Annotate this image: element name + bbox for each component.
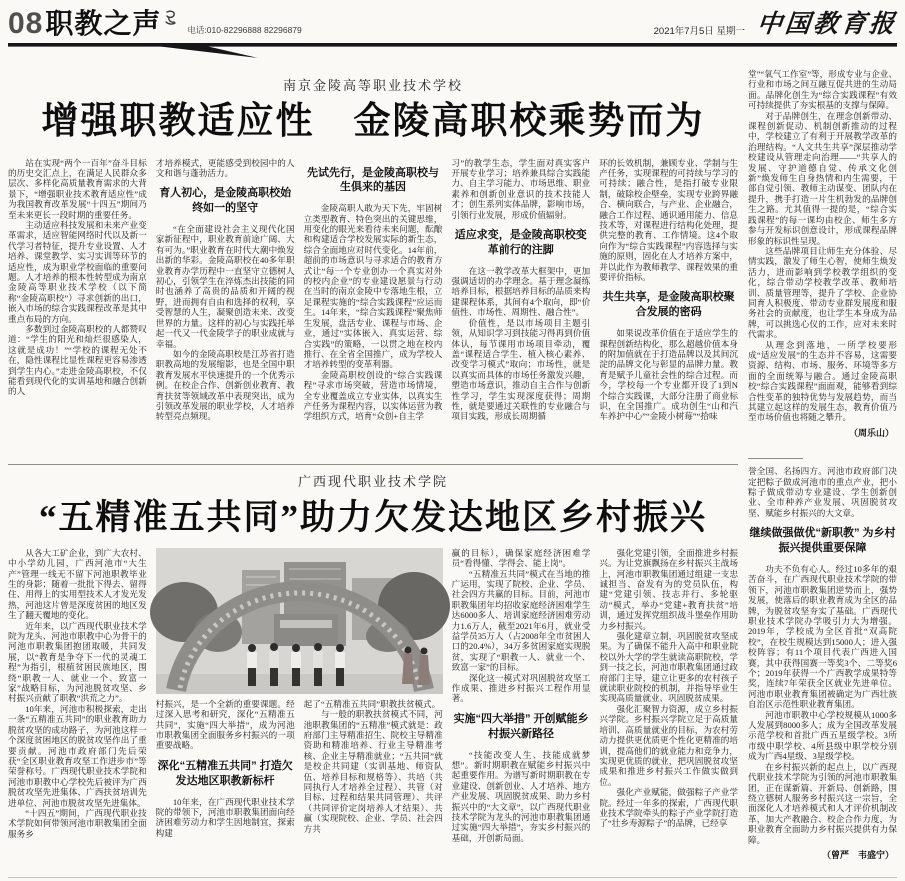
article-kicker: 广西现代职业技术学院 — [297, 473, 448, 489]
article-column — [156, 699, 295, 849]
article-paragraph: 10年来，河池市积极探索，走出一条“五精准五共同”的职业教育助力脱贫攻坚的成功路子，为河池这样一个深度贫困地区的脱贫攻坚作出了重要贡献。河池市政府部门先后荣获“全区职业教育攻坚工作进步市”等荣誉称号。广西现代职业技术学院和河池市职教中心学校先后被评为广西脱贫攻坚先进集体、广西扶贫培训先进单位、河池市脱贫攻坚先进集体。 — [8, 703, 147, 808]
article-paragraph: 强化汇聚智力资源，成立乡村振兴学院。乡村振兴学院立足于高质量培训、高质量就业的目标，为农村劳动力提供更优质更个性化更精准的培训，提高他们的就业能力和竞争力，实现更优质的就业，把巩固脱贫攻坚成果和推进乡村振兴工作做实做到位。 — [599, 703, 739, 787]
article-paragraph: 强化建章立制，巩固脱贫攻坚成果。为了确保不能升入高中和职业院校以外大学的学生就读高职院校，学到一技之长，河池市职教集团通过政府部门主导，建立让更多的农村孩子就读职业院校的机制，并指导毕业生实现高质量就业、巩固脱贫成果。 — [599, 631, 739, 704]
article-paragraph: 金陵高职人敢为天下先，牢固树立类型教育、特色突出的关键思维，用变化的眼光来看待未来问题，酝酿和构建适合学校发展实际的新生态，综合全面地应对时代变化。14年前，超前的市场意识与寻求适合的教育方式让“每一个专业创办一个真实对外的校内企业”的专业建设愿景与行动在当时的南京金陵中专落地生根，立足课程实施的“综合实践课程”应运而生。14年来，“综合实践课程”聚焦师生发展，盘活专业、课程与市场、企业，通过“实体嵌入、真实运营、综合实践”的策略，一以贯之地在校内推行、在全省全国推广，成为学校人才培养转型的变革利器。 — [303, 203, 443, 370]
article-byline: （周乐山） — [848, 427, 894, 438]
column-subheading: 继续做强做优“新职教” 为乡村振兴提供重要保障 — [749, 527, 896, 555]
article-paragraph: 起了“五精准五共同”职教扶贫模式。 — [303, 698, 441, 709]
article-paragraph: 多数到过金陵高职校的人都赞叹道：“学生的阳光和灿烂很感染人，这就是成功！”“学校的课程无处不在，隐性课程比显性课程更容易渗透到学生内心。”走进金陵高职校，不仅能看到现代化的实训基地和融合创新的人 — [8, 324, 147, 397]
article-bottom-head — [8, 471, 738, 538]
article-column — [451, 158, 590, 454]
header-right — [654, 12, 897, 39]
article-paragraph: 对于品牌创生，在理念创新带动、课程创新促动、机制创新推动的过程中，学校建立了有利于开展教学改革的治理结构。“人文共生共享”深层推动学校建设从管理走向治理——“共享人的发展、守护道德自觉、传承文化创新”焕发师生自身热情和内生需要，干部自觉引领、教师主动谋变、团队内在提升，携手打造一片生机勃发的品牌创生之路。尤其值得一提的是，“综合实践课程”的每一课均由校企、师生多方参与开发标识创意设计，形成课程品牌形象的标识性呈现。 — [748, 110, 897, 246]
photo-subcolumns — [156, 699, 443, 849]
article-top — [8, 63, 738, 454]
article-column — [748, 69, 897, 451]
article-paragraph: 如今的金陵高职校是江苏省打造职教高地的发展缩影，也是全国中职教育发展水平快速提升的一个优秀示例。在校企合作、创新创业教育、教育扶贫等领域改革中表现突出，成为引领改革发展的职业学校，人才培养转型亮点频现。 — [155, 348, 295, 422]
page-number: 08 — [8, 7, 44, 40]
column-divider — [748, 458, 803, 459]
publication-date: 2021年7月5日 星期一 — [653, 26, 745, 37]
article-column — [748, 466, 897, 860]
article-paragraph: “技能改变人生、技能成就梦想”。新时期职教在赋能乡村振兴中起重要作用。为谱写新时期职教在专业建设、创新创业、人才培养、地方产业发展、巩固脱贫成果、助力乡村振兴中的“大文章”，以广西现代职业技术学院为龙头的河池市职教集团通过实施“四大举措”，夯实乡村振兴的基础，开创新局面。 — [451, 749, 591, 843]
article-kicker: 南京金陵高等职业技术学校 — [282, 78, 463, 93]
article-paragraph: 誉全国、名扬四方。河池市政府部门决定把粽子做成河池市的重点产业，把小粽子做成带动专业建设、学生创新创业、全市种养产业发展、巩固脱贫攻坚、赋能乡村振兴的大文章。 — [748, 466, 897, 518]
article-paragraph: 这些品牌项目让师生充分体验、尽情实践，激发了师生心智，使师生焕发活力，进而影响到学校教学组织的变化，综合带动学校教学改革、教师培训、质量管理等，提升了学校、企业协同育人积极度、带动专业群发展度和服务社会的贡献度，也让学生本身成为品牌，可以挑选心仪的工作，应对未来时代需求。 — [748, 245, 897, 340]
article-paragraph: “五精准五共同”模式在当地的推广运用，实现了院校、企业、学员、社会四方共赢的目标。目前，河池市职教集团年均招收家庭经济困难学生达6000多人、培训家庭经济困难劳动力1.6万人，截至2021年6月，就业受益学员35万人（占2008年全市贫困人口的20.4%），34万多贫困家庭实现脱贫，实现了“职教一人、就业一个、致富一家”的目标。 — [451, 568, 591, 673]
column-subheading: 实施“四大举措” 开创赋能乡村振兴新路径 — [453, 712, 589, 740]
article-paragraph: 河池市职教中心学校规模从1000多人发展到8000多人；成为全国改革发展示范学校和首批广西五星级学校。3所市级中职学校、4所县级中职学校分别成为广西4星级、3星级学校。 — [748, 709, 897, 762]
article-bottom — [8, 465, 738, 849]
article-column — [599, 548, 738, 849]
article-paragraph: 如果说改革价值在于适应学生的课程创新结构化，那么超越价值本身的附加值就在于打造品牌以及其间沉淀的品牌文化与彰显的品牌力量。教育是赋予儿童社会性的综合过程。而今，学校每一个专业都开设了1到N个综合实践课，大部分注册了商业标识，在全国推广。成功创生“山和汽车养护中心”“金陵小树莓”“拾味 — [599, 328, 738, 422]
article-paragraph: 堂”“氧气工作室”等，形成专业与企业、行业和市场之间互融互促共进的生动局面。品牌化创生为“综合实践课程”有效可持续提供了夯实根基的支撑与保障。 — [748, 69, 897, 111]
newspaper-masthead: 中国教育报 — [755, 11, 899, 38]
page-content — [8, 59, 897, 860]
article-paragraph: 才培养模式，更能感受到校园中的人文和谐与蓬勃活力。 — [155, 157, 295, 178]
article-paragraph: 金陵高职校创设的“综合实践课程”寻求市场突破，营造市场情境，全专业覆盖成立专业实体，以真实生产任务为课程内容，以实体运营为教学组织方式，培育“众创+自主学 — [303, 369, 443, 422]
photo-group — [156, 548, 443, 849]
article-paragraph: 在这一教学改革大框架中，更加强调适切的办学理念。基于理念凝练培养目标，根据培养目标的品质来构建课程体系，其间有4个取向，即“价值性、市场性、周期性、融合性”。 — [451, 265, 591, 318]
section-title: 职教之声 — [45, 8, 162, 39]
header-rule — [8, 41, 897, 59]
article-column — [8, 548, 147, 849]
article-paragraph: 功夫不负有心人。经过10多年的艰苦奋斗，在广西现代职业技术学院的带领下，河池市职教集团逆势而上，强势发展，使落后的职业教育成为全区的品牌，为脱贫攻坚夯实了基础。广西现代职业技术学院办学吸引力大为增强。2019年，学校成为全区首批“双高院校”，在校生规模达到15000人；进入强校阵容；有11个项目代表广西进入国赛，其中获得国赛一等奖3个、二等奖6个；2019年获得一个广西教学成果特等奖，连续7年荣获全区就业先进单位。河池市职业教育集团被确定为广西壮族自治区示范性职业教育集团。 — [748, 563, 897, 710]
article-column — [452, 548, 591, 849]
article-paragraph: 赢的目标），确保家庭经济困难学员“看得懂、学得会、能上岗”。 — [451, 547, 591, 569]
article-paragraph: 从各大工矿企业，到广大农村、中小学幼儿园，广西河池市“大生产”管理一线无不留下河池职教毕业生的身影；随着一批批下得去、留得住、用得上的实用型技术人才发光发热，河池这片曾是深度贫困的地区发生了翻天覆地的变化。 — [8, 547, 147, 621]
article-headline: 增强职教适应性 金陵高职校乘势而为 — [41, 101, 705, 142]
article-byline: （曾严 韦盛宁） — [821, 849, 894, 860]
article-column — [304, 158, 443, 454]
article-paragraph: 近年来，以广西现代职业技术学院为龙头、河池市职教中心为骨干的河池市职教集团抱团取暖，共同发展，以“教育是争夺下一代的灵魂工程”为指引，根植贫困民族地区，围绕“职教一人、就业一个、致富一家”战略目标，为河池脱贫攻坚、乡村振兴贡献了职教“洪荒之力”。 — [8, 620, 147, 704]
section-masthead — [8, 9, 302, 39]
article-top-columns — [8, 158, 738, 454]
article-column — [8, 158, 147, 454]
article-paragraph: “在全面建设社会主义现代化国家新征程中，职业教育前途广阔、大有可为。”职业教育在时代大潮中焕发出新的华彩。金陵高职校在40多年职业教育办学历程中一直坚守立德树人初心，引领学生在淬炼杰出技能的同时也涵养了高贵的品质和开阔的视野，进而拥有自由和选择的权利，享受智慧的人生，凝聚创造未来、改变世界的力量。这样的初心与实践托举起一代又一代金陵学子的职业成就与幸福。 — [155, 224, 295, 349]
article-paragraph: 深化这一模式对巩固脱贫攻坚工作成果、推进乡村振兴工程作用显著。 — [451, 672, 591, 704]
article-column — [156, 158, 295, 454]
article-paragraph: 10年来，在广西现代职业技术学院的带领下，河池市职教集团面向经济困难劳动力和学生因地制宜，探索构建 — [155, 796, 295, 838]
page-bottom-rule — [8, 877, 897, 878]
article-paragraph: “十四五”期间，广西现代职业技术学院如何带领河池市职教集团全面服务乡 — [8, 807, 147, 839]
article-paragraph: 与一般的职教扶贫模式不同，河池职教集团的“五精准”模式就是：政府部门主导精准招生、院校主导精准资助和精准培养、行业主导精准考核、企业主导精准就业；“五共同”就是校企共同建（实训基地、师资队伍、培养目标和规格等）、共培（共同执行人才培养全过程）、共管（对目标、过程和结果共同管理）、共评（共同评价定岗培养人才结果）、共赢（实现院校、企业、学员、社会四方共 — [303, 709, 443, 834]
article-paragraph: 价值性，是以市场项目主题引领，从知识学习到技能习得再到价值体认，每节课用市场项目牵动，覆盖“课程适合学生、植入核心素养、改变学习模式”取向；市场性，就是以真实而具体的市场任务激发兴趣，塑造市场意识，推动自主合作与创新性学习，学生实现深度获得；周期性，就是要通过关联性的专业融合与项目实践，形成长周期循 — [451, 317, 591, 422]
article-photo — [156, 548, 443, 694]
column-subheading: 育人初心，是金陵高职校始终如一的坚守 — [159, 187, 292, 215]
page-header — [8, 0, 897, 39]
article-paragraph: 村振兴，是一个全新的重要课题。经过深入思考和研究，深化“五精准五共同”，实施“四大举措”，成为河池市职教集团全面服务乡村振兴的一项重要战略。 — [155, 698, 295, 751]
article-headline: “五精准五共同”助力欠发达地区乡村振兴 — [38, 497, 707, 537]
column-subheading: 深化“五精准五共同” 打造欠发达地区职教新标杆 — [157, 759, 293, 787]
right-zone — [748, 63, 897, 860]
article-paragraph: 强化党建引领，全面推进乡村振兴。为让党旗飘扬在乡村振兴主战场上，河池市职教集团通过组建一支忠诚担当、奋发有为的党员队伍，构建“党建引领、技志并行、多轮驱动”模式，举办“党建+教育扶贫”培训，通过发挥党组织战斗堡垒作用助力乡村振兴。 — [599, 547, 739, 631]
article-paragraph: 习”的教学生态，学生面对真实客户开展专业学习；培养兼具综合实践能力、自主学习能力、市场思维、职业素养和创新创业意识的技术技能人才；创生系列实体品牌，影响市场，引领行业发展，形成价值辐射。 — [451, 157, 591, 220]
article-paragraph: 主动适应科技发展和未来产业变革需求，适应智能网络时代以及新一代学习者特征，提升专业设置、人才培养、课堂教学、实习实训等环节的适应性，成为职业学校面临的重要问题。人才培养的根本性转型成为南京金陵高等职业技术学校（以下简称“金陵高职校”）寻求创新的出口，嵌入市场的综合实践课程改革是其中重点布局的方向。 — [8, 219, 147, 324]
column-subheading: 先试先行，是金陵高职校与生俱来的基因 — [306, 166, 439, 194]
left-zone — [8, 63, 738, 849]
article-paragraph: 站在实现“两个一百年”奋斗目标的历史交汇点上，在满足人民群众多层次、多样化高质量教育需求的大背景下，“增强职业技术教育适应性”成为我国教育改革发展“十四五”期间乃至未来更长一段时期的重要任务。 — [8, 157, 147, 220]
article-paragraph: 强化产业赋能，做强粽子产业学院。经过一年多的探索，广西现代职业技术学院牵头的粽子产业学院打造了“壮乡寿源粽子”的品牌，已经享 — [599, 787, 739, 829]
contact-phone: 电话:010-82296888 82296879 — [187, 25, 302, 35]
section-logo-icon — [164, 10, 177, 30]
column-subheading: 共生共享，是金陵高职校聚合发展的密码 — [602, 291, 735, 319]
article-column — [599, 158, 738, 454]
column-subheading: 适应求变，是金陵高职校变革前行的注脚 — [454, 228, 587, 256]
article-column — [304, 699, 443, 849]
article-bottom-columns — [8, 548, 738, 849]
article-paragraph: 在乡村振兴新的起点上，以广西现代职业技术学院为引领的河池市职教集团，正在谋新篇、开新局、创新路，围绕立德树人服务乡村振兴这一宗旨，全面深化人才培养模式和人才评价机制改革，加大产教融合、校企合作力度，为职业教育全面助力乡村振兴提供有力保障。 — [748, 761, 897, 845]
article-paragraph: 从理念到落地，一所学校要形成“适应发展”的生态并不容易，这需要资源、结构、市场、服务、环境等多方面的全面统筹与融合。通过金陵高职校“综合实践课程”面面观，能够看到综合性变革的独特优势与发展趋势，而当其建立起这样的发展生态，教育价值乃至市场价值也将随之攀升。 — [748, 339, 897, 423]
article-top-head — [8, 75, 738, 144]
article-paragraph: 环的长效机制，兼顾专业、学制与生产任务，实现课程的可持续与学习的可持续；融合性，是指打破专业限制，破除校企壁垒，实现专业跨界融合、横向联合，与产业、企业融合，融合工作过程、通识通用能力、信息技术等，对课程进行结构化处理，提供完整的教育、工作情境。这4个取向作为“综合实践课程”内容选择与实施的原则，固化在人才培养方案中，并以此作为教师教学、课程效果的重要评价指标。 — [599, 157, 738, 283]
